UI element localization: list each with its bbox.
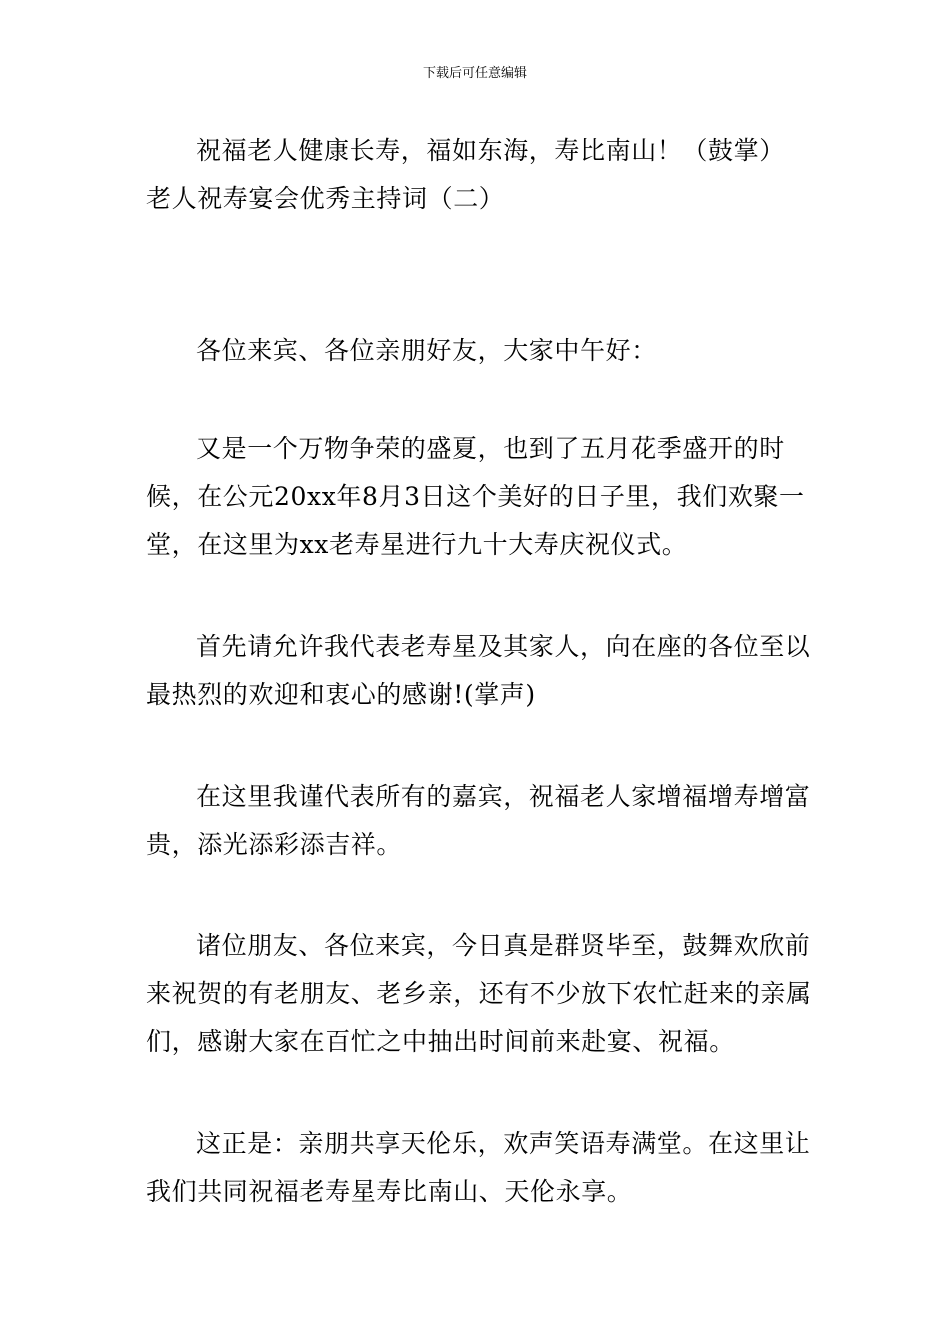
paragraph-welcome-block [146, 623, 812, 719]
paragraph-welcome: 首先请允许我代表老寿星及其家人，向在座的各位至以最热烈的欢迎和衷心的感谢!(掌声) [146, 632, 811, 709]
paragraph-wishes: 在这里我谨代表所有的嘉宾，祝福老人家增福增寿增富贵，添光添彩添吉祥。 [146, 782, 811, 859]
paragraph-guests-block [146, 922, 812, 1066]
page-header: 下载后可任意编辑 [422, 66, 527, 81]
section-title: 老人祝寿宴会优秀主持词（二） [146, 184, 505, 213]
paragraph-intro: 又是一个万物争荣的盛夏，也到了五月花季盛开的时候，在公元20xx年8月3日这个美好的日子里，我们欢聚一堂，在这里为xx老寿星进行九十大寿庆祝仪式。 [146, 434, 805, 559]
paragraph-guests: 诸位朋友、各位来宾，今日真是群贤毕至，鼓舞欢欣前来祝贺的有老朋友、老乡亲，还有不少放下农忙赶来的亲属们，感谢大家在百忙之中抽出时间前来赴宴、祝福。 [146, 931, 812, 1056]
paragraph-greeting-block [146, 327, 812, 375]
paragraph-greeting: 各位来宾、各位亲朋好友，大家中午好： [196, 336, 657, 365]
paragraph-closing: 这正是：亲朋共享天伦乐，欢声笑语寿满堂。在这里让我们共同祝福老寿星寿比南山、天伦永享。 [146, 1129, 811, 1206]
paragraph-wishes-block [146, 773, 812, 869]
paragraph-intro-block [146, 425, 812, 569]
blessing-line: 祝福老人健康长寿，福如东海，寿比南山！（鼓掌） [196, 136, 785, 165]
paragraph-closing-block [146, 1120, 812, 1216]
document-body-top [146, 127, 812, 223]
